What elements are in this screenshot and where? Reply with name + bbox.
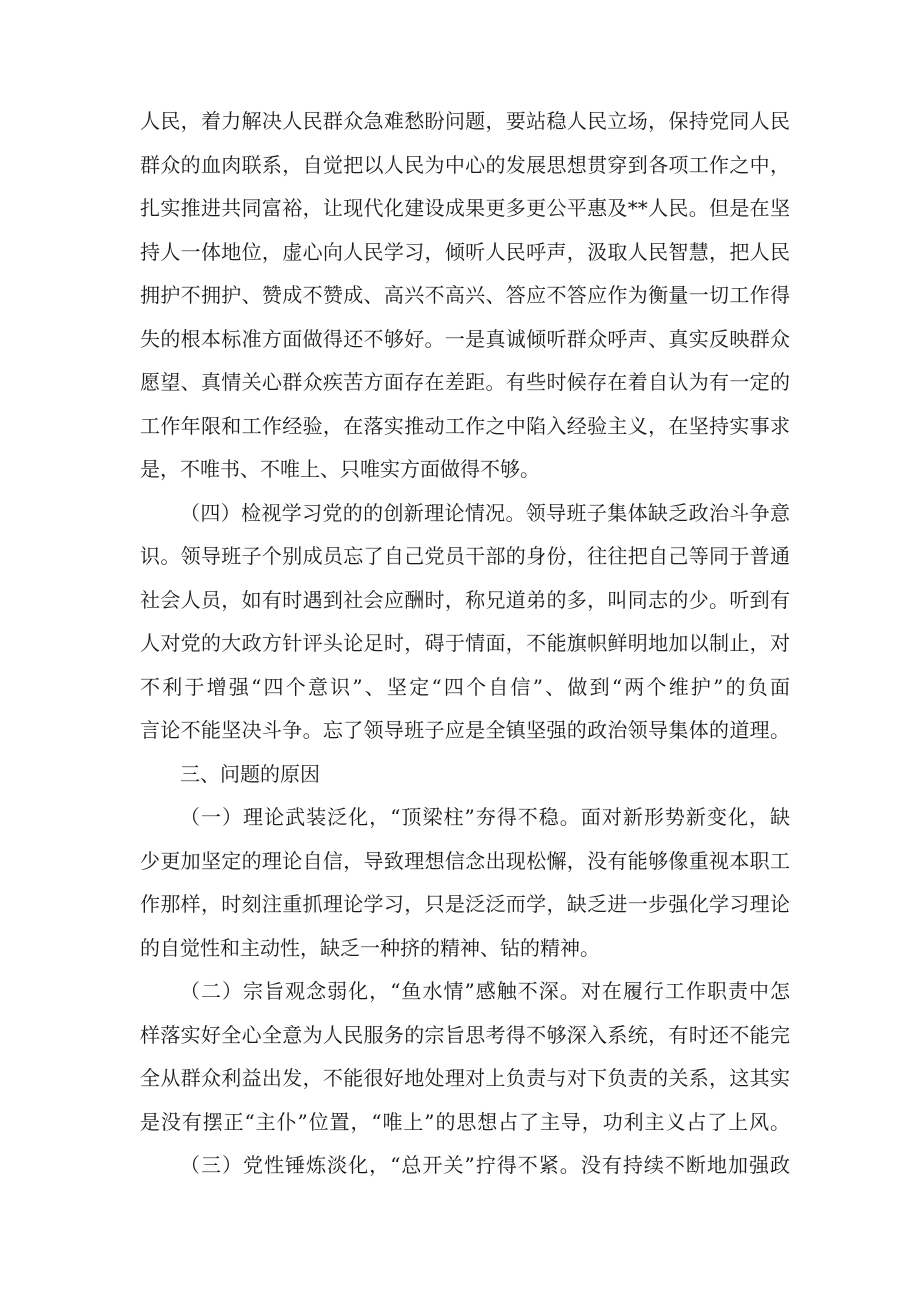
document-line: （四）检视学习党的的创新理论情况。领导班子集体缺乏政治斗争意 xyxy=(180,500,790,525)
document-line: 不利于增强“四个意识”、坚定“四个自信”、做到“两个维护”的负面 xyxy=(140,674,790,699)
document-line: 是没有摆正“主仆”位置，“唯上”的思想占了主导，功利主义占了上风。 xyxy=(140,1109,790,1134)
document-line: 人民，着力解决人民群众急难愁盼问题，要站稳人民立场，保持党同人民 xyxy=(140,109,790,133)
document-line: 愿望、真情关心群众疾苦方面存在差距。有些时候存在着自认为有一定的 xyxy=(140,370,790,394)
document-line: 人对党的大政方针评头论足时，碍于情面，不能旗帜鲜明地加以制止，对 xyxy=(140,631,790,655)
document-line: （一）理论武装泛化，“顶梁柱”夯得不稳。面对新形势新变化，缺 xyxy=(180,805,790,829)
document-line: 样落实好全心全意为人民服务的宗旨思考得不够深入系统，有时还不能完 xyxy=(140,1022,790,1047)
document-line: 是，不唯书、不唯上、只唯实方面做得不够。 xyxy=(140,457,540,481)
document-line: 作那样，时刻注重抓理论学习，只是泛泛而学，缺乏进一步强化学习理论 xyxy=(140,892,790,916)
document-line: 全从群众利益出发，不能很好地处理对上负责与对下负责的关系，这其实 xyxy=(140,1066,790,1090)
document-line: 社会人员，如有时遇到社会应酬时，称兄道弟的多，叫同志的少。听到有 xyxy=(140,587,790,612)
document-line: 少更加坚定的理论自信，导致理想信念出现松懈，没有能够像重视本职工 xyxy=(140,848,790,873)
document-line: 拥护不拥护、赞成不赞成、高兴不高兴、答应不答应作为衡量一切工作得 xyxy=(140,283,790,307)
document-line: 识。领导班子个别成员忘了自己党员干部的身份，往往把自己等同于普通 xyxy=(140,544,790,568)
document-line: 三、问题的原因 xyxy=(180,761,320,786)
document-line: 群众的血肉联系，自觉把以人民为中心的发展思想贯穿到各项工作之中， xyxy=(140,152,790,177)
document-line: （二）宗旨观念弱化，“鱼水情”感触不深。对在履行工作职责中怎 xyxy=(180,979,790,1003)
document-line: 的自觉性和主动性，缺乏一种挤的精神、钻的精神。 xyxy=(140,935,600,960)
document-line: 失的根本标准方面做得还不够好。一是真诚倾听群众呼声、真实反映群众 xyxy=(140,326,790,351)
document-line: 持人一体地位，虚心向人民学习，倾听人民呼声，汲取人民智慧，把人民 xyxy=(140,239,790,264)
document-line: 工作年限和工作经验，在落实推动工作之中陷入经验主义，在坚持实事求 xyxy=(140,413,790,438)
document-line: （三）党性锤炼淡化，“总开关”拧得不紧。没有持续不断地加强政 xyxy=(180,1153,790,1177)
document-line: 扎实推进共同富裕，让现代化建设成果更多更公平惠及**人民。但是在坚 xyxy=(140,196,790,220)
document-line: 言论不能坚决斗争。忘了领导班子应是全镇坚强的政治领导集体的道理。 xyxy=(140,718,790,742)
document-body xyxy=(140,100,790,1188)
